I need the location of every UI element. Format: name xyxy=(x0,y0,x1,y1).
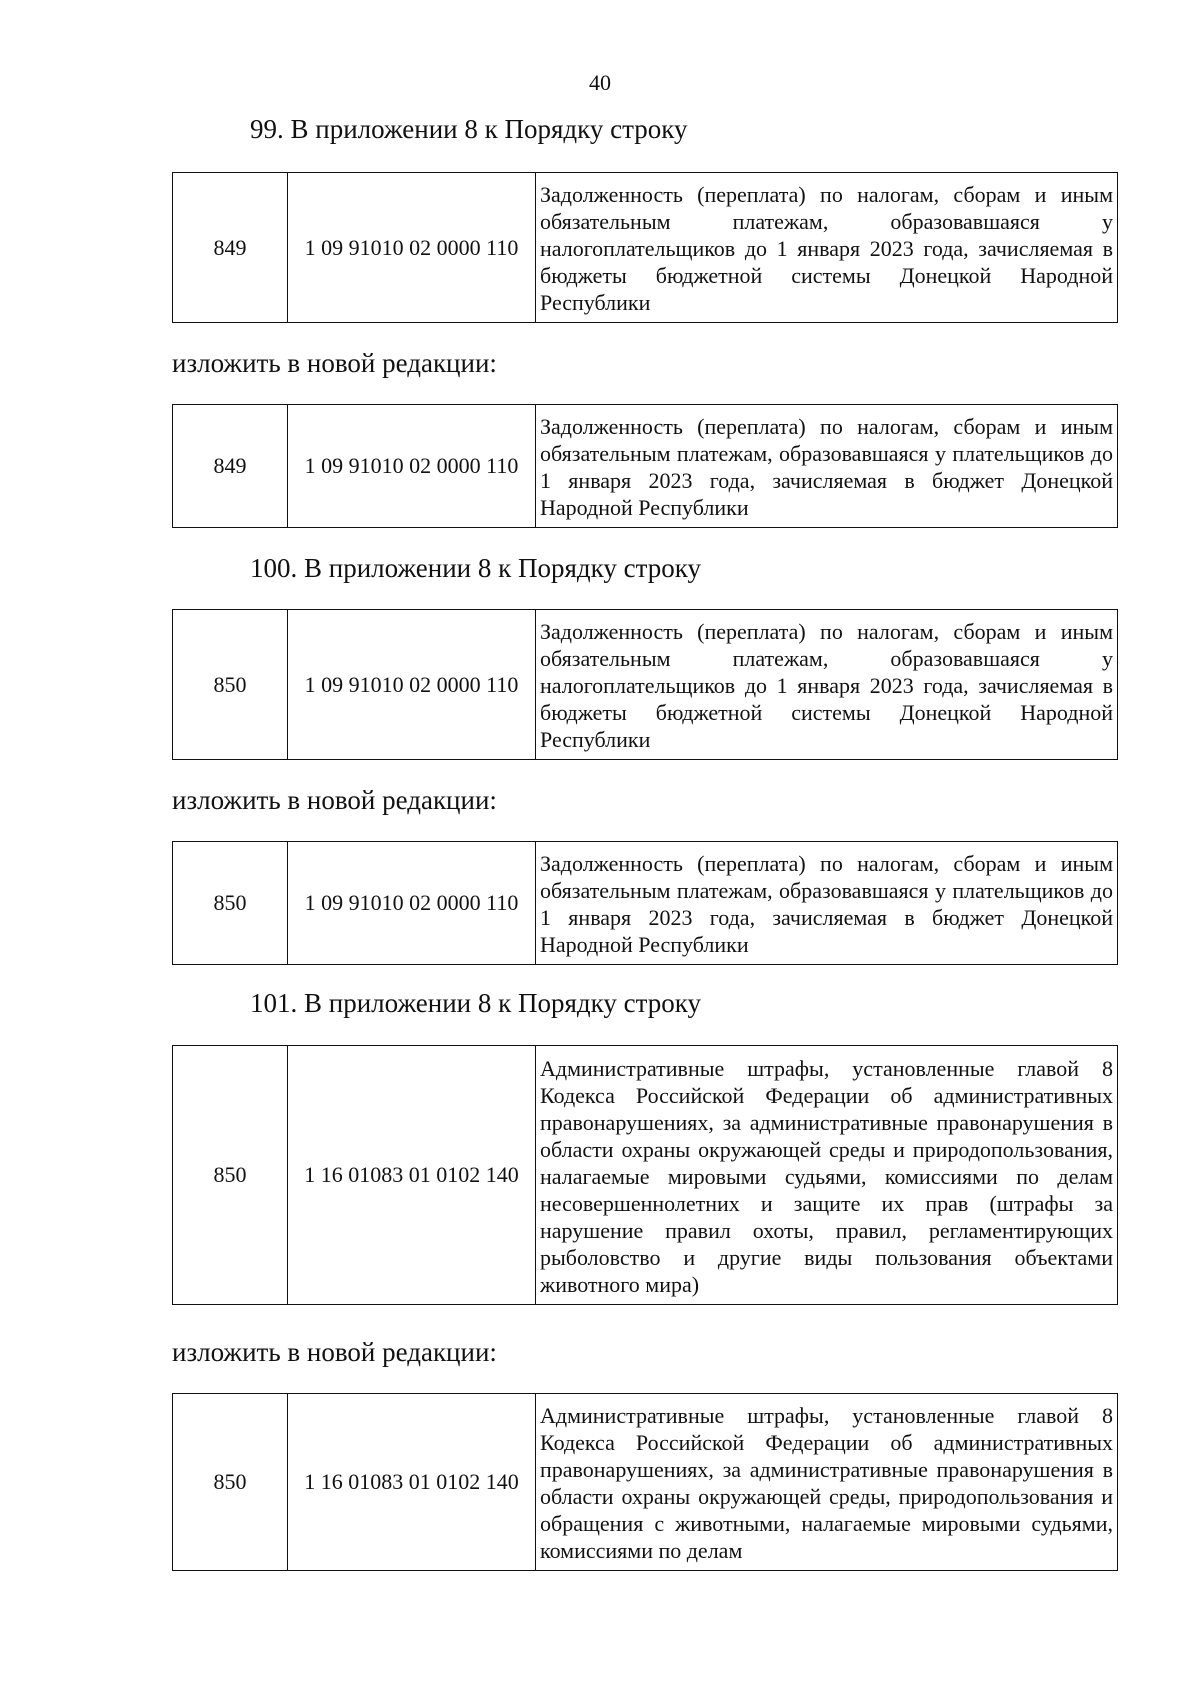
old-row-table xyxy=(172,609,1118,760)
section-heading: 101. В приложении 8 к Порядку строку xyxy=(250,988,701,1018)
budget-code: 1 16 01083 01 0102 140 xyxy=(288,1394,536,1571)
new-row-table xyxy=(172,1393,1118,1571)
row-number: 850 xyxy=(173,842,288,965)
page-number: 40 xyxy=(589,70,611,95)
new-edition-label: изложить в новой редакции: xyxy=(172,785,497,815)
old-row-table xyxy=(172,1045,1118,1305)
budget-code: 1 16 01083 01 0102 140 xyxy=(288,1046,536,1305)
new-row-table xyxy=(172,841,1118,965)
row-description: Задолженность (переплата) по налогам, сборам и иным обязательным платежам, образовавшаяся у налогоплательщиков до 1 января 2023 года, зачисляемая в бюджеты бюджетной системы Донецкой Народной Республики xyxy=(536,173,1118,323)
row-description: Задолженность (переплата) по налогам, сборам и иным обязательным платежам, образовавшаяся у плательщиков до 1 января 2023 года, зачисляемая в бюджет Донецкой Народной Республики xyxy=(536,405,1118,528)
row-description: Задолженность (переплата) по налогам, сборам и иным обязательным платежам, образовавшаяся у плательщиков до 1 января 2023 года, зачисляемая в бюджет Донецкой Народной Республики xyxy=(536,842,1118,965)
table-row xyxy=(173,1046,1118,1305)
row-description: Административные штрафы, установленные главой 8 Кодекса Российской Федерации об административных правонарушениях, за административные правонарушения в области охраны окружающей среды и природопользования, налагаемые мировыми судьями, комиссиями по делам несовершеннолетних и защите их прав (штрафы за нарушение правил охоты, правил, регламентирующих рыболовство и другие виды пользования объектами животного мира) xyxy=(536,1046,1118,1305)
new-row-table xyxy=(172,404,1118,528)
new-edition-label: изложить в новой редакции: xyxy=(172,1337,497,1367)
row-number: 850 xyxy=(173,1394,288,1571)
budget-code: 1 09 91010 02 0000 110 xyxy=(288,405,536,528)
budget-code: 1 09 91010 02 0000 110 xyxy=(288,610,536,760)
budget-code: 1 09 91010 02 0000 110 xyxy=(288,173,536,323)
table-row xyxy=(173,173,1118,323)
table-row xyxy=(173,610,1118,760)
row-description: Административные штрафы, установленные главой 8 Кодекса Российской Федерации об административных правонарушениях, за административные правонарушения в области охраны окружающей среды, природопользования и обращения с животными, налагаемые мировыми судьями, комиссиями по делам xyxy=(536,1394,1118,1571)
row-description: Задолженность (переплата) по налогам, сборам и иным обязательным платежам, образовавшаяся у налогоплательщиков до 1 января 2023 года, зачисляемая в бюджеты бюджетной системы Донецкой Народной Республики xyxy=(536,610,1118,760)
section-heading: 100. В приложении 8 к Порядку строку xyxy=(250,553,701,583)
section-heading: 99. В приложении 8 к Порядку строку xyxy=(250,114,688,144)
row-number: 849 xyxy=(173,405,288,528)
row-number: 850 xyxy=(173,1046,288,1305)
budget-code: 1 09 91010 02 0000 110 xyxy=(288,842,536,965)
table-row xyxy=(173,842,1118,965)
table-row xyxy=(173,1394,1118,1571)
table-row xyxy=(173,405,1118,528)
row-number: 849 xyxy=(173,173,288,323)
row-number: 850 xyxy=(173,610,288,760)
old-row-table xyxy=(172,172,1118,323)
new-edition-label: изложить в новой редакции: xyxy=(172,348,497,378)
